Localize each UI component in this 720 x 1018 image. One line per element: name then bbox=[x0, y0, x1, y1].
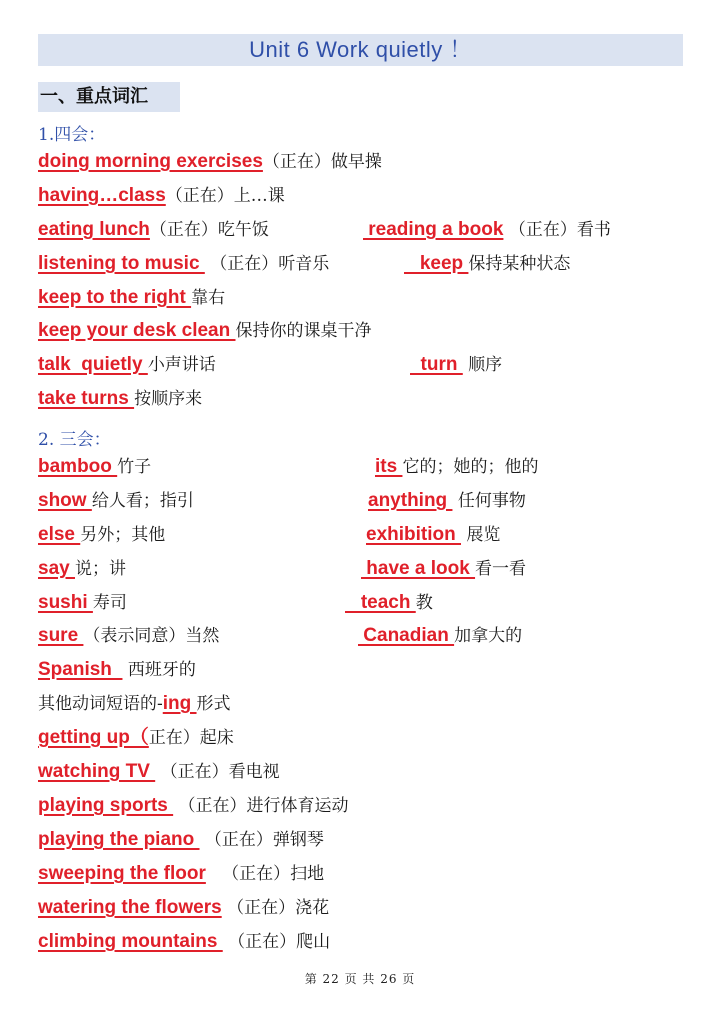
vocab-english: teach bbox=[345, 592, 416, 613]
ing-intro bbox=[38, 689, 231, 719]
vocab-row bbox=[38, 825, 324, 855]
vocab-english: its bbox=[375, 456, 403, 477]
page-title: Unit 6 Work quietly ！ bbox=[38, 34, 683, 66]
vocab-english: watching TV bbox=[38, 761, 156, 782]
vocab-chinese: 寿司 bbox=[92, 593, 127, 613]
vocab-english: getting up（ bbox=[38, 727, 149, 748]
vocab-english: sushi bbox=[38, 592, 93, 613]
vocab-row bbox=[38, 452, 678, 482]
vocab-chinese: 加拿大的 bbox=[454, 626, 523, 646]
subheading-three-skill: 2. 三会： bbox=[38, 430, 111, 450]
vocab-chinese: 保持你的课桌干净 bbox=[235, 321, 372, 341]
vocab-english: talk quietly bbox=[38, 354, 148, 375]
vocab-english: turn bbox=[410, 354, 463, 375]
vocab-row bbox=[38, 249, 678, 279]
vocab-chinese: 顺序 bbox=[462, 355, 503, 375]
vocab-row bbox=[38, 927, 330, 957]
vocab-row bbox=[38, 554, 678, 584]
vocab-chinese: （正在）做早操 bbox=[262, 152, 382, 172]
vocab-chinese: （正在）爬山 bbox=[222, 932, 331, 952]
vocab-english: eating lunch bbox=[38, 219, 150, 240]
vocab-row bbox=[38, 486, 678, 516]
vocab-row bbox=[38, 791, 349, 821]
vocab-chinese: （正在）看电视 bbox=[155, 762, 280, 782]
vocab-english: keep bbox=[404, 253, 469, 274]
vocab-chinese: （正在）进行体育运动 bbox=[173, 796, 349, 816]
vocab-english: Canadian bbox=[358, 625, 455, 646]
section-heading: 一、重点词汇 bbox=[38, 82, 180, 112]
vocab-english: say bbox=[38, 558, 75, 579]
vocab-english: climbing mountains bbox=[38, 931, 223, 952]
vocab-chinese: （正在）扫地 bbox=[205, 864, 325, 884]
vocab-chinese: （正在）上…课 bbox=[165, 186, 285, 206]
vocab-english: reading a book bbox=[363, 219, 504, 240]
vocab-row bbox=[38, 757, 280, 787]
vocab-english: keep to the right bbox=[38, 287, 192, 308]
vocab-chinese: 说；讲 bbox=[74, 559, 126, 579]
vocab-chinese: 竹子 bbox=[117, 457, 152, 477]
vocab-row bbox=[38, 316, 372, 346]
vocab-english: watering the flowers bbox=[38, 897, 222, 918]
ing-intro-after: 形式 bbox=[196, 694, 231, 714]
vocab-english: show bbox=[38, 490, 92, 511]
vocab-chinese: 西班牙的 bbox=[122, 660, 196, 680]
vocab-row bbox=[38, 350, 678, 380]
vocab-row bbox=[38, 181, 285, 211]
page-number-footer: 第 22 页 共 26 页 bbox=[304, 972, 416, 986]
vocab-chinese: 保持某种状态 bbox=[468, 254, 571, 274]
vocab-chinese: 靠右 bbox=[191, 288, 226, 308]
vocab-row bbox=[38, 655, 196, 685]
vocab-row bbox=[38, 621, 678, 651]
vocab-row bbox=[38, 215, 678, 245]
vocab-english: playing sports bbox=[38, 795, 174, 816]
vocab-chinese: （正在）听音乐 bbox=[204, 254, 330, 274]
vocab-chinese: （正在）浇花 bbox=[221, 898, 330, 918]
vocab-chinese: 给人看；指引 bbox=[91, 491, 194, 511]
vocab-chinese: 按顺序来 bbox=[134, 389, 203, 409]
vocab-chinese: （正在）弹钢琴 bbox=[199, 830, 324, 850]
vocab-chinese: 它的；她的；他的 bbox=[402, 457, 539, 477]
vocab-row bbox=[38, 147, 382, 177]
vocab-english: keep your desk clean bbox=[38, 320, 236, 341]
vocab-chinese: 展览 bbox=[461, 525, 501, 545]
ing-intro-text: 其他动词短语的- bbox=[38, 694, 163, 714]
vocab-row bbox=[38, 384, 202, 414]
vocab-english: having…class bbox=[38, 185, 166, 206]
vocab-english: take turns bbox=[38, 388, 135, 409]
vocab-chinese: 正在）起床 bbox=[148, 728, 234, 748]
vocab-chinese: 小声讲话 bbox=[147, 355, 216, 375]
vocab-row bbox=[38, 893, 329, 923]
ing-suffix: ing bbox=[162, 693, 197, 714]
vocab-row bbox=[38, 283, 225, 313]
vocab-english: Spanish bbox=[38, 659, 123, 680]
vocab-row bbox=[38, 859, 324, 889]
vocab-english: anything bbox=[368, 490, 453, 511]
vocab-english: listening to music bbox=[38, 253, 205, 274]
vocab-chinese: （正在）看书 bbox=[503, 220, 611, 240]
vocab-chinese: 另外；其他 bbox=[80, 525, 166, 545]
vocab-row bbox=[38, 520, 678, 550]
vocab-english: have a look bbox=[361, 558, 476, 579]
vocab-chinese: （表示同意）当然 bbox=[83, 626, 220, 646]
vocab-english: sure bbox=[38, 625, 84, 646]
vocab-chinese: 教 bbox=[415, 593, 433, 613]
vocab-english: exhibition bbox=[366, 524, 461, 545]
vocab-english: doing morning exercises bbox=[38, 151, 263, 172]
vocab-english: bamboo bbox=[38, 456, 118, 477]
vocab-chinese: 看一看 bbox=[475, 559, 527, 579]
vocab-chinese: （正在）吃午饭 bbox=[149, 220, 269, 240]
vocab-row bbox=[38, 723, 234, 753]
vocab-english: playing the piano bbox=[38, 829, 200, 850]
vocab-english: else bbox=[38, 524, 81, 545]
vocab-chinese: 任何事物 bbox=[452, 491, 526, 511]
vocab-english: sweeping the floor bbox=[38, 863, 206, 884]
vocab-row bbox=[38, 588, 678, 618]
subheading-four-skill: 1.四会： bbox=[38, 125, 106, 145]
